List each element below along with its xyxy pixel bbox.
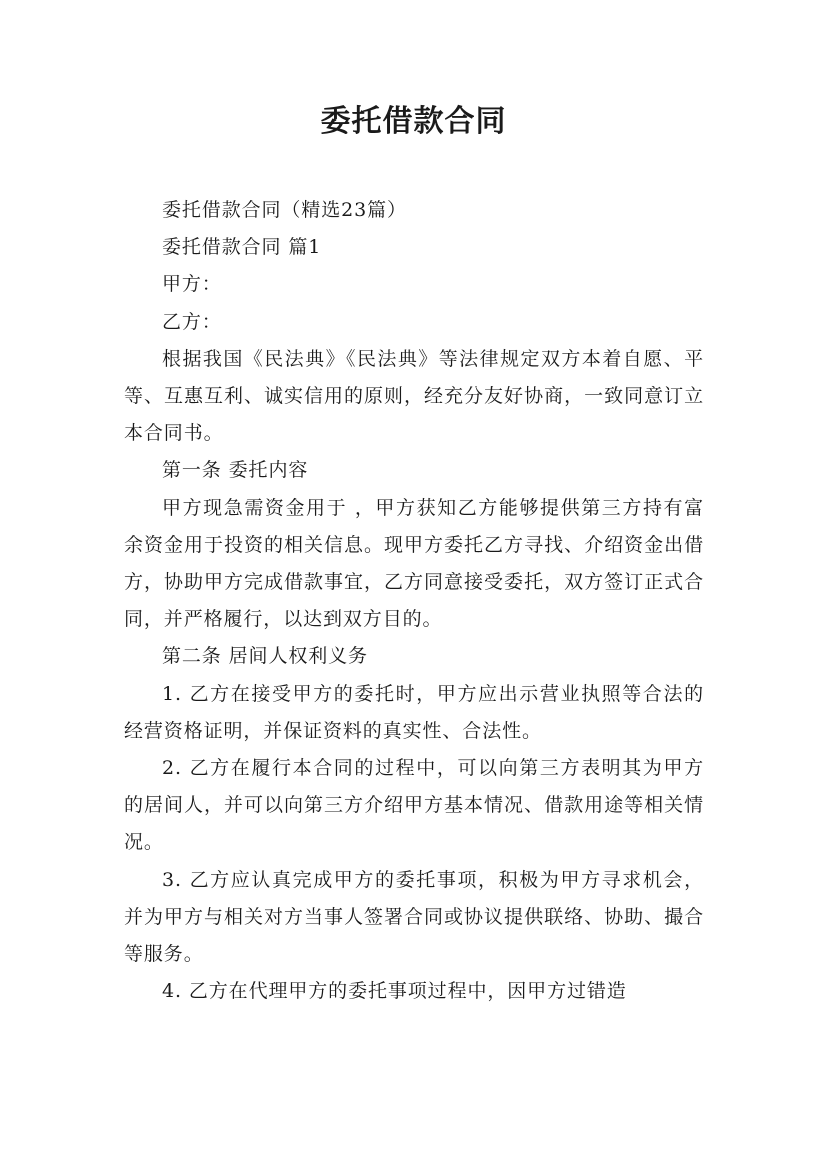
clause-1-paragraph: 1. 乙方在接受甲方的委托时，甲方应出示营业执照等合法的经营资格证明，并保证资料的真实性、合法性。 — [124, 682, 704, 742]
clause-4-paragraph: 4. 乙方在代理甲方的委托事项过程中，因甲方过错造 — [162, 980, 627, 1003]
preamble-paragraph: 根据我国《民法典》《民法典》等法律规定双方本着自愿、平等、互惠互利、诚实信用的原则，经充分友好协商，一致同意订立本合同书。 — [124, 347, 704, 445]
clause-3-paragraph: 3. 乙方应认真完成甲方的委托事项，积极为甲方寻求机会，并为甲方与相关对方当事人签署合同或协议提供联络、协助、撮合等服务。 — [124, 868, 704, 966]
party-a-line: 甲方： — [162, 273, 222, 296]
document-title: 委托借款合同 — [320, 104, 507, 139]
article-1-paragraph: 甲方现急需资金用于 ，甲方获知乙方能够提供第三方持有富余资金用于投资的相关信息。现甲方委托乙方寻找、介绍资金出借方，协助甲方完成借款事宜，乙方同意接受委托，双方签订正式合同，并严格履行，以达到双方目的。 — [124, 496, 704, 631]
party-b-line: 乙方： — [162, 310, 222, 333]
article-1-heading: 第一条 委托内容 — [162, 459, 309, 482]
document-body — [124, 192, 704, 1010]
clause-2-paragraph: 2. 乙方在履行本合同的过程中，可以向第三方表明其为甲方的居间人，并可以向第三方介绍甲方基本情况、借款用途等相关情况。 — [124, 757, 704, 854]
subtitle-paragraph: 委托借款合同（精选23篇） — [162, 199, 407, 221]
article-2-heading: 第二条 居间人权利义务 — [162, 645, 368, 668]
section-heading: 委托借款合同 篇1 — [162, 236, 322, 259]
